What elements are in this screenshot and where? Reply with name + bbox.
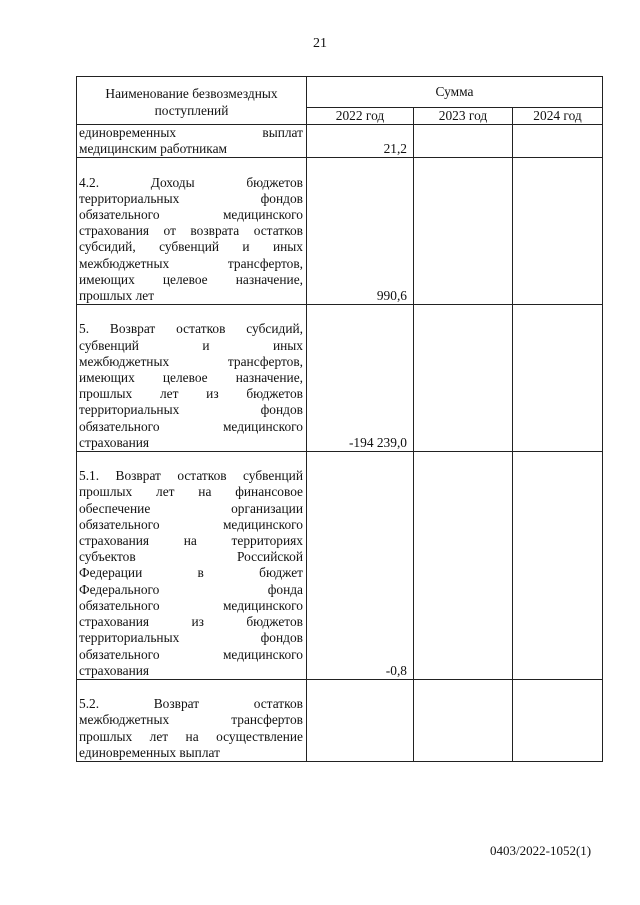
row-name-line: страхования на территориях: [79, 533, 303, 549]
amount-cell-2023: [414, 125, 513, 158]
row-name-line: межбюджетных трансфертов,: [79, 353, 303, 369]
row-name-line: обязательного медицинского: [79, 597, 303, 613]
row-name-line: [79, 452, 303, 468]
row-name-line: обязательного медицинского: [79, 207, 303, 223]
row-name-line: Федерального фонда: [79, 581, 303, 597]
amount-cell-2023: [414, 679, 513, 761]
row-name-cell: [77, 452, 307, 680]
row-name-line: 5.1. Возврат остатков субвенций: [79, 468, 303, 484]
row-name-line: 4.2. Доходы бюджетов: [79, 174, 303, 190]
amount-cell-2022: [307, 679, 414, 761]
row-name-line: прошлых лет на осуществление: [79, 728, 303, 744]
row-name-line: территориальных фондов: [79, 190, 303, 206]
row-name-line: территориальных фондов: [79, 630, 303, 646]
table-row: [77, 125, 603, 158]
document-code: 0403/2022-1052(1): [490, 843, 592, 858]
row-name-line: имеющих целевое назначение,: [79, 271, 303, 287]
row-name-line: имеющих целевое назначение,: [79, 370, 303, 386]
header-year-2023: 2023 год: [414, 108, 513, 125]
amount-cell-2022: 21,2: [307, 125, 414, 158]
row-name-line: страхования: [79, 434, 150, 450]
revenue-table: [76, 76, 603, 762]
row-name-line: обязательного медицинского: [79, 646, 303, 662]
amount-cell-2024: [513, 125, 603, 158]
row-name-line: территориальных фондов: [79, 402, 303, 418]
amount-cell-2024: [513, 452, 603, 680]
header-year-2022: 2022 год: [307, 108, 414, 125]
amount-cell-2022: 990,6: [307, 158, 414, 305]
row-name-line: субъектов Российской: [79, 549, 303, 565]
row-name-line: Федерации в бюджет: [79, 565, 303, 581]
row-name-line: межбюджетных трансфертов: [79, 712, 303, 728]
table-row: [77, 305, 603, 452]
table-row: [77, 452, 603, 680]
row-name-line: прошлых лет на финансовое: [79, 484, 303, 500]
row-name-line: прошлых лет из бюджетов: [79, 386, 303, 402]
table-row: [77, 158, 603, 305]
row-name-line: обязательного медицинского: [79, 418, 303, 434]
amount-cell-2023: [414, 158, 513, 305]
amount-cell-2024: [513, 679, 603, 761]
row-name-line: [79, 158, 303, 174]
amount-cell-2024: [513, 158, 603, 305]
row-name-cell: [77, 158, 307, 305]
amount-cell-2023: [414, 452, 513, 680]
amount-cell-2024: [513, 305, 603, 452]
row-name-line: единовременных выплат: [79, 744, 220, 760]
row-name-cell: [77, 305, 307, 452]
row-name-line: [79, 305, 303, 321]
page-number: 21: [313, 36, 327, 51]
header-name-cell: Наименование безвозмездных поступлений: [77, 77, 307, 125]
row-name-line: 5. Возврат остатков субсидий,: [79, 321, 303, 337]
row-name-line: межбюджетных трансфертов,: [79, 255, 303, 271]
header-year-2024: 2024 год: [513, 108, 603, 125]
row-name-line: страхования: [79, 662, 150, 678]
row-name-line: прошлых лет: [79, 288, 155, 304]
table-header-row: [77, 77, 603, 108]
amount-cell-2022: -194 239,0: [307, 305, 414, 452]
row-name-cell: [77, 679, 307, 761]
table-row: [77, 679, 603, 761]
row-name-line: обеспечение организации: [79, 500, 303, 516]
amount-cell-2022: -0,8: [307, 452, 414, 680]
row-name-line: страхования из бюджетов: [79, 614, 303, 630]
row-name-line: страхования от возврата остатков: [79, 223, 303, 239]
row-name-line: субсидий, субвенций и иных: [79, 239, 303, 255]
row-name-cell: [77, 125, 307, 158]
header-sum-cell: Сумма: [307, 77, 603, 108]
row-name-line: обязательного медицинского: [79, 516, 303, 532]
amount-cell-2023: [414, 305, 513, 452]
row-name-line: 5.2. Возврат остатков: [79, 696, 303, 712]
row-name-line: [79, 680, 303, 696]
row-name-line: субвенций и иных: [79, 337, 303, 353]
row-name-line: единовременных выплат: [79, 125, 303, 140]
row-name-line: медицинским работникам: [79, 141, 228, 157]
